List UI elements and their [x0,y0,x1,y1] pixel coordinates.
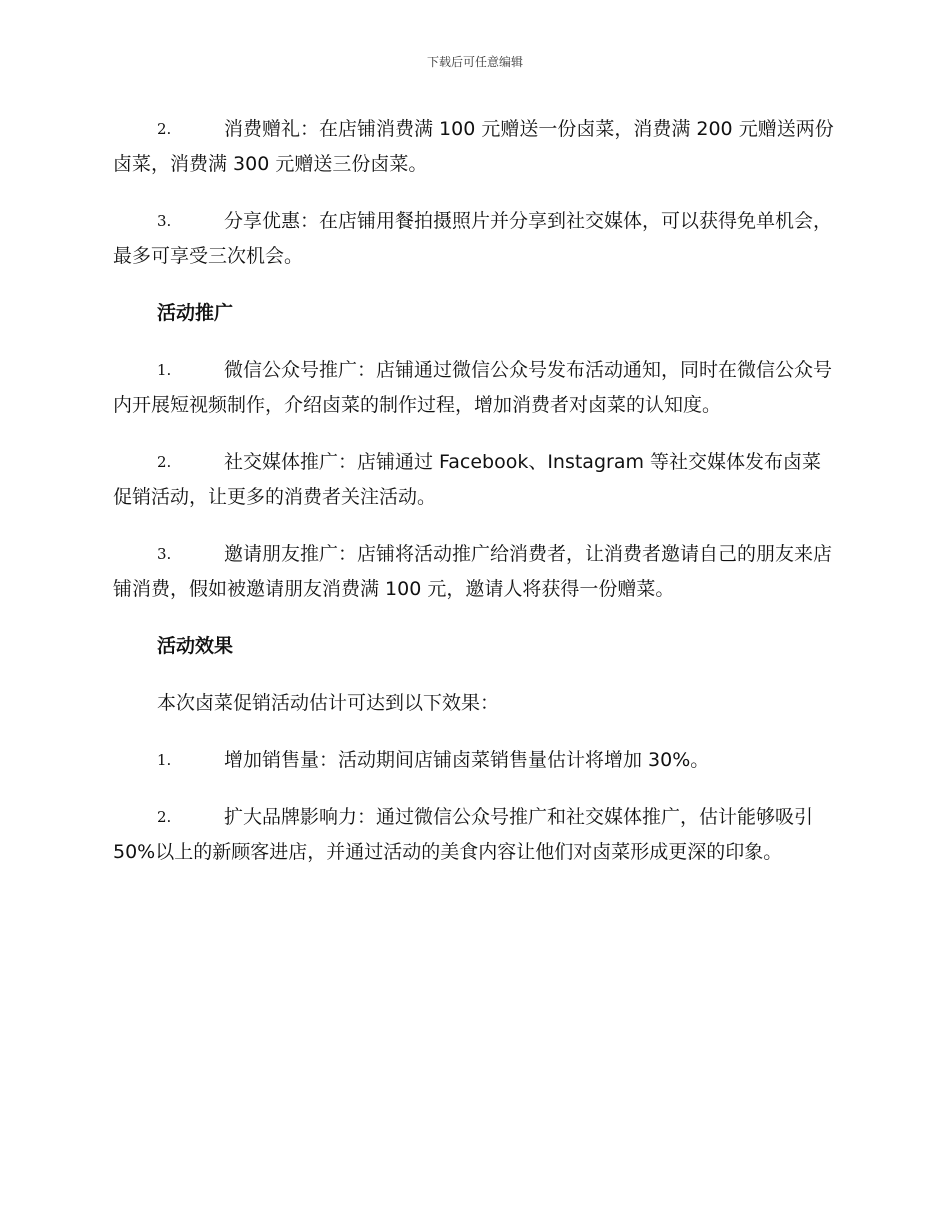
list-number: 2. [157,120,172,138]
list-item [113,445,837,515]
list-item [113,204,837,274]
list-number: 3. [157,545,172,563]
effect-intro: 本次卤菜促销活动估计可达到以下效果： [157,692,500,714]
document-body [113,112,837,892]
section-heading-promotion: 活动推广 [157,302,234,324]
list-text: 社交媒体推广：店铺通过 Facebook、Instagram 等社交媒体发布卤菜促销活动，让更多的消费者关注活动。 [113,451,822,508]
list-item [113,800,837,870]
list-number: 2. [157,453,172,471]
list-number: 3. [157,212,172,230]
list-text: 分享优惠：在店铺用餐拍摄照片并分享到社交媒体，可以获得免单机会，最多可享受三次机会。 [113,210,833,267]
list-number: 1. [157,751,172,769]
list-text: 扩大品牌影响力：通过微信公众号推广和社交媒体推广，估计能够吸引 50%以上的新顾客进店，并通过活动的美食内容让他们对卤菜形成更深的印象。 [113,806,814,863]
list-item [113,353,837,423]
list-text: 增加销售量：活动期间店铺卤菜销售量估计将增加 30%。 [224,749,710,771]
list-text: 邀请朋友推广：店铺将活动推广给消费者，让消费者邀请自己的朋友来店铺消费，假如被邀请朋友消费满 100 元，邀请人将获得一份赠菜。 [113,543,833,600]
list-item [113,537,837,607]
list-number: 1. [157,361,172,379]
list-number: 2. [157,808,172,826]
section-heading-effect: 活动效果 [157,635,234,657]
page-header: 下载后可任意编辑 [426,55,523,69]
list-text: 微信公众号推广：店铺通过微信公众号发布活动通知，同时在微信公众号内开展短视频制作，介绍卤菜的制作过程，增加消费者对卤菜的认知度。 [113,359,833,416]
list-item [113,112,837,182]
list-item [113,743,837,778]
list-text: 消费赠礼：在店铺消费满 100 元赠送一份卤菜，消费满 200 元赠送两份卤菜，消费满 300 元赠送三份卤菜。 [113,118,834,175]
